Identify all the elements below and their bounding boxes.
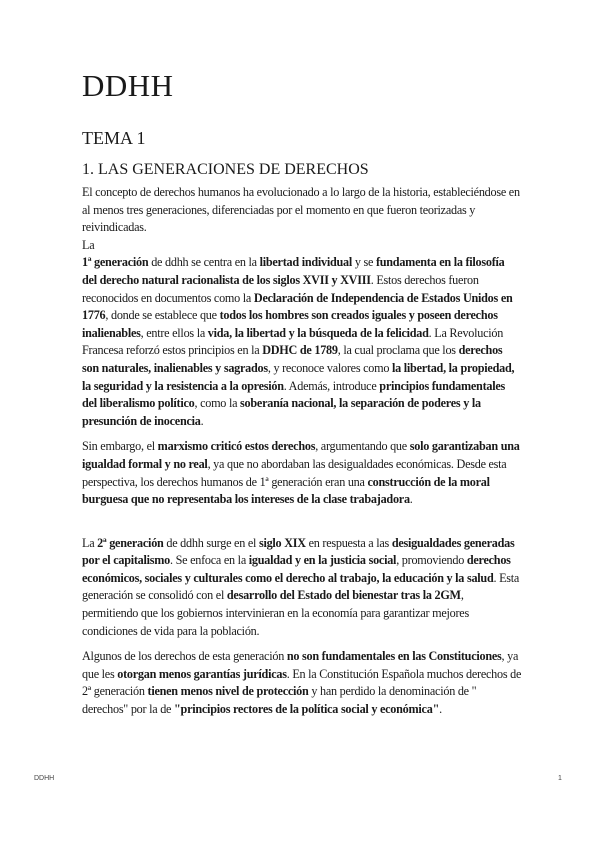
paragraph-spacer bbox=[82, 430, 522, 438]
bold-text-run: fundamenta en la filosofía del derecho natural racionalista de los siglos XVII y XVIII bbox=[82, 255, 505, 287]
text-run: , ya que no abordaban las desigualdades económicas. Desde esta perspectiva, los derechos humanos de 1ª generación eran una bbox=[82, 456, 507, 489]
bold-text-run: libertad individual bbox=[259, 255, 353, 270]
bold-text-run: igualdad y en la justicia social bbox=[248, 553, 397, 568]
paragraph-second-generation bbox=[82, 535, 522, 641]
text-run: La bbox=[82, 535, 98, 550]
bold-text-run: construcción de la moral burguesa que no representaba los intereses de la clase trabajadora bbox=[82, 474, 490, 507]
text-run: , como la bbox=[194, 396, 241, 411]
bold-text-run: derechos económicos, sociales y culturales como el derecho al trabajo, la educación y la salud bbox=[82, 553, 511, 585]
bold-text-run: soberanía nacional, la separación de poderes y la presunción de inocencia bbox=[82, 396, 481, 428]
text-run: . bbox=[200, 413, 204, 428]
text-run: . Además, introduce bbox=[283, 378, 380, 393]
text-run: , argumentando que bbox=[315, 439, 410, 454]
text-run: . Esta generación se consolidó con el bbox=[82, 570, 520, 603]
topic-heading: TEMA 1 bbox=[82, 128, 146, 148]
text-run: . Estos derechos fueron reconocidos en documentos como la bbox=[82, 272, 479, 305]
text-run: y se bbox=[352, 255, 376, 270]
paragraph-intro bbox=[82, 184, 522, 237]
text-run: . bbox=[439, 702, 442, 717]
text-run: , permitiendo que los gobiernos intervinieran en la economía para garantizar mejores condiciones de vida para la población. bbox=[82, 588, 469, 638]
text-run: y han perdido la denominación de " derechos" por la de bbox=[82, 684, 477, 717]
bold-text-run: principios fundamentales del liberalismo político bbox=[82, 378, 506, 411]
text-run: El concepto de derechos humanos ha evolucionado a lo largo de la historia, estableciéndose en al menos tres generaciones, diferenciadas por el momento en que fueron teorizadas y reivindicadas. bbox=[82, 185, 520, 235]
text-run: . La Revolución Francesa reforzó estos principios en la bbox=[82, 325, 504, 358]
bold-text-run: todos los hombres son creados iguales y poseen derechos inalienables bbox=[82, 308, 498, 340]
page-number: 1 bbox=[558, 775, 562, 782]
bold-text-run: marxismo criticó estos derechos bbox=[157, 439, 316, 454]
text-run: La bbox=[82, 237, 95, 252]
paragraph-marxism-critique bbox=[82, 438, 522, 508]
bold-text-run: no son fundamentales en las Constituciones bbox=[286, 649, 502, 664]
bold-text-run: tienen menos nivel de protección bbox=[147, 684, 309, 699]
text-run: . Se enfoca en la bbox=[170, 553, 249, 568]
bold-text-run: "principios rectores de la política social y económica" bbox=[174, 702, 440, 717]
text-run: . bbox=[409, 492, 413, 507]
bold-text-run: DDHC de 1789 bbox=[262, 343, 338, 358]
document-body bbox=[82, 184, 522, 719]
bold-text-run: otorgan menos garantías jurídicas bbox=[117, 666, 287, 681]
bold-text-run: la libertad, la propiedad, la seguridad y la resistencia a la opresión bbox=[82, 360, 515, 393]
section-heading: 1. LAS GENERACIONES DE DERECHOS bbox=[82, 161, 369, 178]
document-title: DDHH bbox=[82, 68, 174, 103]
text-run: en respuesta a las bbox=[305, 535, 392, 550]
footer-label: DDHH bbox=[34, 775, 55, 782]
text-run: , donde se establece que bbox=[105, 308, 220, 323]
paragraph-first-generation bbox=[82, 254, 522, 430]
text-run: , y reconoce valores como bbox=[267, 360, 392, 375]
text-run: , entre ellos la bbox=[140, 325, 208, 340]
bold-text-run: Declaración de Independencia de Estados Unidos en 1776 bbox=[82, 290, 513, 323]
text-run: , ya que les bbox=[82, 649, 519, 681]
text-run: . En la Constitución Española muchos derechos de 2ª generación bbox=[82, 666, 522, 699]
paragraph-intro-la bbox=[82, 237, 522, 255]
text-run: , promoviendo bbox=[396, 553, 467, 568]
paragraph-constitution bbox=[82, 648, 522, 718]
bold-text-run: 1ª generación bbox=[82, 255, 149, 270]
text-run: , la cual proclama que los bbox=[337, 343, 459, 358]
text-run: de ddhh surge en el bbox=[163, 535, 259, 550]
bold-text-run: solo garantizaban una igualdad formal y no real bbox=[82, 439, 520, 471]
bold-text-run: desigualdades generadas por el capitalismo bbox=[82, 535, 515, 568]
text-run: Sin embargo, el bbox=[82, 439, 158, 454]
bold-text-run: desarrollo del Estado del bienestar tras la 2GM bbox=[226, 588, 461, 603]
paragraph-spacer bbox=[82, 640, 522, 648]
bold-text-run: vida, la libertad y la búsqueda de la felicidad bbox=[207, 325, 429, 340]
bold-text-run: derechos son naturales, inalienables y sagrados bbox=[82, 343, 503, 375]
bold-text-run: siglo XIX bbox=[258, 535, 306, 550]
text-run: de ddhh se centra en la bbox=[148, 255, 260, 270]
bold-text-run: 2ª generación bbox=[97, 535, 164, 550]
paragraph-spacer bbox=[82, 509, 522, 535]
text-run: Algunos de los derechos de esta generación bbox=[82, 649, 287, 664]
